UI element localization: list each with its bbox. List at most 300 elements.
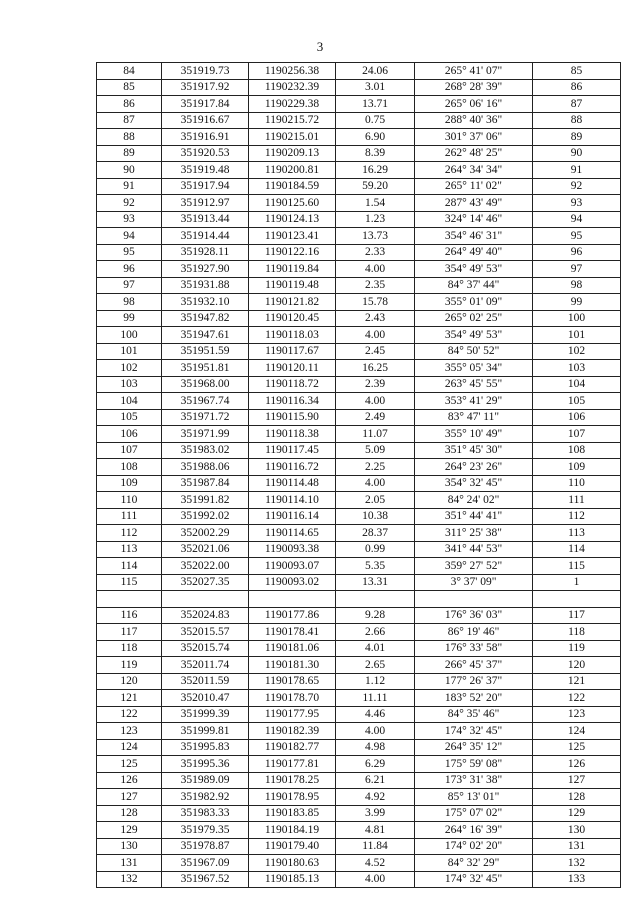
coordinates-table: [96, 62, 621, 888]
distance-cell: 28.37: [336, 525, 415, 542]
x-coordinate-cell: 351971.99: [162, 426, 249, 443]
y-coordinate-cell: 1190115.90: [249, 409, 336, 426]
point-number-cell: 85: [97, 79, 162, 96]
x-coordinate-cell: 351951.59: [162, 343, 249, 360]
point-number-cell: 106: [97, 426, 162, 443]
x-coordinate-cell: 351999.39: [162, 706, 249, 723]
table-row: [97, 640, 621, 657]
bearing-cell: 85° 13' 01": [415, 789, 533, 806]
page-number: 3: [316, 39, 324, 54]
distance-cell: 2.43: [336, 310, 415, 327]
x-coordinate-cell: 351919.48: [162, 162, 249, 179]
next-point-cell: 85: [533, 63, 621, 80]
x-coordinate-cell: 351947.61: [162, 327, 249, 344]
table-row: [97, 145, 621, 162]
table-row: [97, 475, 621, 492]
next-point-cell: 102: [533, 343, 621, 360]
point-number-cell: 129: [97, 822, 162, 839]
distance-cell: 11.84: [336, 838, 415, 855]
bearing-cell: 287° 43' 49": [415, 195, 533, 212]
x-coordinate-cell: 352011.74: [162, 657, 249, 674]
y-coordinate-cell: 1190182.39: [249, 723, 336, 740]
table-row: [97, 327, 621, 344]
point-number-cell: 130: [97, 838, 162, 855]
distance-cell: [336, 591, 415, 608]
y-coordinate-cell: 1190256.38: [249, 63, 336, 80]
bearing-cell: 265° 06' 16": [415, 96, 533, 113]
point-number-cell: 109: [97, 475, 162, 492]
x-coordinate-cell: 351992.02: [162, 508, 249, 525]
next-point-cell: 92: [533, 178, 621, 195]
bearing-cell: 265° 41' 07": [415, 63, 533, 80]
x-coordinate-cell: 351978.87: [162, 838, 249, 855]
table-row: [97, 376, 621, 393]
point-number-cell: 105: [97, 409, 162, 426]
x-coordinate-cell: 351917.84: [162, 96, 249, 113]
x-coordinate-cell: 352022.00: [162, 558, 249, 575]
next-point-cell: 97: [533, 261, 621, 278]
x-coordinate-cell: 351913.44: [162, 211, 249, 228]
distance-cell: 4.01: [336, 640, 415, 657]
bearing-cell: 355° 10' 49": [415, 426, 533, 443]
next-point-cell: 89: [533, 129, 621, 146]
x-coordinate-cell: 351967.09: [162, 855, 249, 872]
distance-cell: 5.09: [336, 442, 415, 459]
x-coordinate-cell: 351995.36: [162, 756, 249, 773]
distance-cell: 9.28: [336, 607, 415, 624]
next-point-cell: 100: [533, 310, 621, 327]
point-number-cell: 127: [97, 789, 162, 806]
table-row: [97, 789, 621, 806]
bearing-cell: 266° 45' 37": [415, 657, 533, 674]
next-point-cell: 123: [533, 706, 621, 723]
bearing-cell: 174° 32' 45": [415, 871, 533, 888]
table-row: [97, 706, 621, 723]
y-coordinate-cell: 1190178.65: [249, 673, 336, 690]
distance-cell: 2.65: [336, 657, 415, 674]
distance-cell: 2.35: [336, 277, 415, 294]
table-row: [97, 723, 621, 740]
point-number-cell: 99: [97, 310, 162, 327]
x-coordinate-cell: 351983.02: [162, 442, 249, 459]
table-row: [97, 805, 621, 822]
next-point-cell: 93: [533, 195, 621, 212]
y-coordinate-cell: 1190114.65: [249, 525, 336, 542]
next-point-cell: 130: [533, 822, 621, 839]
distance-cell: 6.29: [336, 756, 415, 773]
table-row: [97, 294, 621, 311]
distance-cell: 2.05: [336, 492, 415, 509]
point-number-cell: 89: [97, 145, 162, 162]
table-row: [97, 459, 621, 476]
table-row: [97, 558, 621, 575]
y-coordinate-cell: 1190118.72: [249, 376, 336, 393]
distance-cell: 6.90: [336, 129, 415, 146]
bearing-cell: 341° 44' 53": [415, 541, 533, 558]
bearing-cell: 263° 45' 55": [415, 376, 533, 393]
y-coordinate-cell: 1190184.59: [249, 178, 336, 195]
table-row: [97, 838, 621, 855]
bearing-cell: 174° 32' 45": [415, 723, 533, 740]
y-coordinate-cell: 1190184.19: [249, 822, 336, 839]
x-coordinate-cell: 352024.83: [162, 607, 249, 624]
y-coordinate-cell: 1190177.86: [249, 607, 336, 624]
distance-cell: 16.29: [336, 162, 415, 179]
table-row: [97, 96, 621, 113]
x-coordinate-cell: 352015.74: [162, 640, 249, 657]
bearing-cell: 324° 14' 46": [415, 211, 533, 228]
point-number-cell: 107: [97, 442, 162, 459]
x-coordinate-cell: 351995.83: [162, 739, 249, 756]
bearing-cell: 83° 47' 11": [415, 409, 533, 426]
distance-cell: 13.73: [336, 228, 415, 245]
bearing-cell: 311° 25' 38": [415, 525, 533, 542]
distance-cell: 2.33: [336, 244, 415, 261]
bearing-cell: 301° 37' 06": [415, 129, 533, 146]
distance-cell: 11.11: [336, 690, 415, 707]
next-point-cell: 107: [533, 426, 621, 443]
x-coordinate-cell: 351988.06: [162, 459, 249, 476]
x-coordinate-cell: 351971.72: [162, 409, 249, 426]
distance-cell: 13.71: [336, 96, 415, 113]
y-coordinate-cell: 1190178.95: [249, 789, 336, 806]
x-coordinate-cell: 352010.47: [162, 690, 249, 707]
bearing-cell: 355° 05' 34": [415, 360, 533, 377]
bearing-cell: 264° 23' 26": [415, 459, 533, 476]
y-coordinate-cell: 1190119.48: [249, 277, 336, 294]
y-coordinate-cell: 1190183.85: [249, 805, 336, 822]
bearing-cell: 86° 19' 46": [415, 624, 533, 641]
point-number-cell: 87: [97, 112, 162, 129]
table-row: [97, 756, 621, 773]
y-coordinate-cell: 1190185.13: [249, 871, 336, 888]
distance-cell: 4.00: [336, 475, 415, 492]
table-row: [97, 426, 621, 443]
distance-cell: 2.49: [336, 409, 415, 426]
next-point-cell: 119: [533, 640, 621, 657]
next-point-cell: 87: [533, 96, 621, 113]
distance-cell: 1.23: [336, 211, 415, 228]
bearing-cell: 264° 34' 34": [415, 162, 533, 179]
y-coordinate-cell: 1190118.38: [249, 426, 336, 443]
distance-cell: 4.98: [336, 739, 415, 756]
next-point-cell: 128: [533, 789, 621, 806]
y-coordinate-cell: 1190093.38: [249, 541, 336, 558]
next-point-cell: 105: [533, 393, 621, 410]
point-number-cell: 104: [97, 393, 162, 410]
point-number-cell: 94: [97, 228, 162, 245]
bearing-cell: 84° 24' 02": [415, 492, 533, 509]
y-coordinate-cell: 1190215.01: [249, 129, 336, 146]
distance-cell: 4.00: [336, 261, 415, 278]
table-row: [97, 772, 621, 789]
bearing-cell: 351° 44' 41": [415, 508, 533, 525]
y-coordinate-cell: 1190177.95: [249, 706, 336, 723]
bearing-cell: 183° 52' 20": [415, 690, 533, 707]
bearing-cell: 264° 16' 39": [415, 822, 533, 839]
next-point-cell: 101: [533, 327, 621, 344]
x-coordinate-cell: 351919.73: [162, 63, 249, 80]
table-row: [97, 228, 621, 245]
distance-cell: 0.99: [336, 541, 415, 558]
bearing-cell: 84° 32' 29": [415, 855, 533, 872]
bearing-cell: 354° 46' 31": [415, 228, 533, 245]
y-coordinate-cell: 1190093.02: [249, 574, 336, 591]
y-coordinate-cell: 1190116.72: [249, 459, 336, 476]
x-coordinate-cell: 351967.74: [162, 393, 249, 410]
x-coordinate-cell: 351991.82: [162, 492, 249, 509]
bearing-cell: 84° 35' 46": [415, 706, 533, 723]
point-number-cell: [97, 591, 162, 608]
x-coordinate-cell: 352021.06: [162, 541, 249, 558]
y-coordinate-cell: 1190179.40: [249, 838, 336, 855]
next-point-cell: 90: [533, 145, 621, 162]
y-coordinate-cell: 1190178.41: [249, 624, 336, 641]
y-coordinate-cell: 1190124.13: [249, 211, 336, 228]
point-number-cell: 114: [97, 558, 162, 575]
point-number-cell: 103: [97, 376, 162, 393]
table-row: [97, 129, 621, 146]
x-coordinate-cell: 351987.84: [162, 475, 249, 492]
x-coordinate-cell: [162, 591, 249, 608]
point-number-cell: 111: [97, 508, 162, 525]
next-point-cell: 132: [533, 855, 621, 872]
point-number-cell: 93: [97, 211, 162, 228]
table-row: [97, 261, 621, 278]
table-row: [97, 409, 621, 426]
bearing-cell: 354° 49' 53": [415, 327, 533, 344]
table-row: [97, 178, 621, 195]
point-number-cell: 98: [97, 294, 162, 311]
bearing-cell: 175° 59' 08": [415, 756, 533, 773]
x-coordinate-cell: 352015.57: [162, 624, 249, 641]
y-coordinate-cell: 1190178.25: [249, 772, 336, 789]
bearing-cell: 355° 01' 09": [415, 294, 533, 311]
point-number-cell: 102: [97, 360, 162, 377]
next-point-cell: 112: [533, 508, 621, 525]
table-row: [97, 624, 621, 641]
x-coordinate-cell: 351928.11: [162, 244, 249, 261]
next-point-cell: 131: [533, 838, 621, 855]
y-coordinate-cell: 1190119.84: [249, 261, 336, 278]
distance-cell: 6.21: [336, 772, 415, 789]
next-point-cell: 129: [533, 805, 621, 822]
next-point-cell: 106: [533, 409, 621, 426]
bearing-cell: 359° 27' 52": [415, 558, 533, 575]
x-coordinate-cell: 352002.29: [162, 525, 249, 542]
x-coordinate-cell: 351914.44: [162, 228, 249, 245]
y-coordinate-cell: [249, 591, 336, 608]
point-number-cell: 120: [97, 673, 162, 690]
x-coordinate-cell: 352027.35: [162, 574, 249, 591]
point-number-cell: 88: [97, 129, 162, 146]
y-coordinate-cell: 1190123.41: [249, 228, 336, 245]
next-point-cell: 91: [533, 162, 621, 179]
distance-cell: 3.01: [336, 79, 415, 96]
point-number-cell: 115: [97, 574, 162, 591]
table-row: [97, 162, 621, 179]
table-row: [97, 112, 621, 129]
distance-cell: 2.66: [336, 624, 415, 641]
point-number-cell: 112: [97, 525, 162, 542]
y-coordinate-cell: 1190114.10: [249, 492, 336, 509]
table-row: [97, 343, 621, 360]
next-point-cell: 124: [533, 723, 621, 740]
table-row: [97, 277, 621, 294]
y-coordinate-cell: 1190121.82: [249, 294, 336, 311]
y-coordinate-cell: 1190180.63: [249, 855, 336, 872]
next-point-cell: 96: [533, 244, 621, 261]
next-point-cell: 118: [533, 624, 621, 641]
x-coordinate-cell: 351979.35: [162, 822, 249, 839]
bearing-cell: 265° 11' 02": [415, 178, 533, 195]
point-number-cell: 123: [97, 723, 162, 740]
y-coordinate-cell: 1190116.34: [249, 393, 336, 410]
y-coordinate-cell: 1190118.03: [249, 327, 336, 344]
distance-cell: 0.75: [336, 112, 415, 129]
table-row: [97, 673, 621, 690]
y-coordinate-cell: 1190181.06: [249, 640, 336, 657]
table-row: [97, 822, 621, 839]
x-coordinate-cell: 351967.52: [162, 871, 249, 888]
next-point-cell: 86: [533, 79, 621, 96]
next-point-cell: 115: [533, 558, 621, 575]
point-number-cell: 91: [97, 178, 162, 195]
point-number-cell: 132: [97, 871, 162, 888]
y-coordinate-cell: 1190178.70: [249, 690, 336, 707]
bearing-cell: 264° 35' 12": [415, 739, 533, 756]
next-point-cell: 117: [533, 607, 621, 624]
table-row: [97, 574, 621, 591]
y-coordinate-cell: 1190125.60: [249, 195, 336, 212]
point-number-cell: 90: [97, 162, 162, 179]
bearing-cell: 3° 37' 09": [415, 574, 533, 591]
bearing-cell: 176° 36' 03": [415, 607, 533, 624]
distance-cell: 4.00: [336, 393, 415, 410]
point-number-cell: 84: [97, 63, 162, 80]
next-point-cell: 103: [533, 360, 621, 377]
distance-cell: 4.92: [336, 789, 415, 806]
x-coordinate-cell: 351932.10: [162, 294, 249, 311]
point-number-cell: 131: [97, 855, 162, 872]
bearing-cell: 262° 48' 25": [415, 145, 533, 162]
distance-cell: 4.00: [336, 871, 415, 888]
distance-cell: 4.00: [336, 723, 415, 740]
table-row: [97, 690, 621, 707]
x-coordinate-cell: 351982.92: [162, 789, 249, 806]
bearing-cell: 354° 49' 53": [415, 261, 533, 278]
next-point-cell: 126: [533, 756, 621, 773]
next-point-cell: 94: [533, 211, 621, 228]
next-point-cell: 111: [533, 492, 621, 509]
bearing-cell: 288° 40' 36": [415, 112, 533, 129]
next-point-cell: 99: [533, 294, 621, 311]
table-row: [97, 607, 621, 624]
bearing-cell: 264° 49' 40": [415, 244, 533, 261]
point-number-cell: 97: [97, 277, 162, 294]
table-row: [97, 79, 621, 96]
bearing-cell: 84° 50' 52": [415, 343, 533, 360]
x-coordinate-cell: 351983.33: [162, 805, 249, 822]
distance-cell: 4.46: [336, 706, 415, 723]
x-coordinate-cell: 352011.59: [162, 673, 249, 690]
next-point-cell: 120: [533, 657, 621, 674]
bearing-cell: 176° 33' 58": [415, 640, 533, 657]
next-point-cell: 133: [533, 871, 621, 888]
x-coordinate-cell: 351916.67: [162, 112, 249, 129]
next-point-cell: 104: [533, 376, 621, 393]
next-point-cell: 1: [533, 574, 621, 591]
table-row: [97, 657, 621, 674]
bearing-cell: 265° 02' 25": [415, 310, 533, 327]
y-coordinate-cell: 1190117.45: [249, 442, 336, 459]
x-coordinate-cell: 351927.90: [162, 261, 249, 278]
table-separator-row: [97, 591, 621, 608]
table-row: [97, 739, 621, 756]
x-coordinate-cell: 351931.88: [162, 277, 249, 294]
point-number-cell: 86: [97, 96, 162, 113]
point-number-cell: 117: [97, 624, 162, 641]
distance-cell: 1.12: [336, 673, 415, 690]
next-point-cell: 95: [533, 228, 621, 245]
point-number-cell: 108: [97, 459, 162, 476]
table-row: [97, 525, 621, 542]
next-point-cell: [533, 591, 621, 608]
y-coordinate-cell: 1190114.48: [249, 475, 336, 492]
point-number-cell: 95: [97, 244, 162, 261]
x-coordinate-cell: 351968.00: [162, 376, 249, 393]
table-row: [97, 310, 621, 327]
distance-cell: 8.39: [336, 145, 415, 162]
y-coordinate-cell: 1190215.72: [249, 112, 336, 129]
table-row: [97, 871, 621, 888]
next-point-cell: 114: [533, 541, 621, 558]
next-point-cell: 109: [533, 459, 621, 476]
bearing-cell: 173° 31' 38": [415, 772, 533, 789]
x-coordinate-cell: 351951.81: [162, 360, 249, 377]
x-coordinate-cell: 351947.82: [162, 310, 249, 327]
y-coordinate-cell: 1190209.13: [249, 145, 336, 162]
point-number-cell: 126: [97, 772, 162, 789]
next-point-cell: 98: [533, 277, 621, 294]
distance-cell: 24.06: [336, 63, 415, 80]
next-point-cell: 127: [533, 772, 621, 789]
y-coordinate-cell: 1190120.45: [249, 310, 336, 327]
point-number-cell: 92: [97, 195, 162, 212]
y-coordinate-cell: 1190182.77: [249, 739, 336, 756]
distance-cell: 5.35: [336, 558, 415, 575]
distance-cell: 4.00: [336, 327, 415, 344]
x-coordinate-cell: 351989.09: [162, 772, 249, 789]
distance-cell: 59.20: [336, 178, 415, 195]
x-coordinate-cell: 351917.92: [162, 79, 249, 96]
distance-cell: 4.52: [336, 855, 415, 872]
x-coordinate-cell: 351912.97: [162, 195, 249, 212]
table-row: [97, 393, 621, 410]
x-coordinate-cell: 351917.94: [162, 178, 249, 195]
next-point-cell: 110: [533, 475, 621, 492]
table-row: [97, 508, 621, 525]
table-row: [97, 360, 621, 377]
y-coordinate-cell: 1190117.67: [249, 343, 336, 360]
next-point-cell: 88: [533, 112, 621, 129]
y-coordinate-cell: 1190116.14: [249, 508, 336, 525]
distance-cell: 3.99: [336, 805, 415, 822]
point-number-cell: 110: [97, 492, 162, 509]
point-number-cell: 121: [97, 690, 162, 707]
point-number-cell: 119: [97, 657, 162, 674]
y-coordinate-cell: 1190232.39: [249, 79, 336, 96]
